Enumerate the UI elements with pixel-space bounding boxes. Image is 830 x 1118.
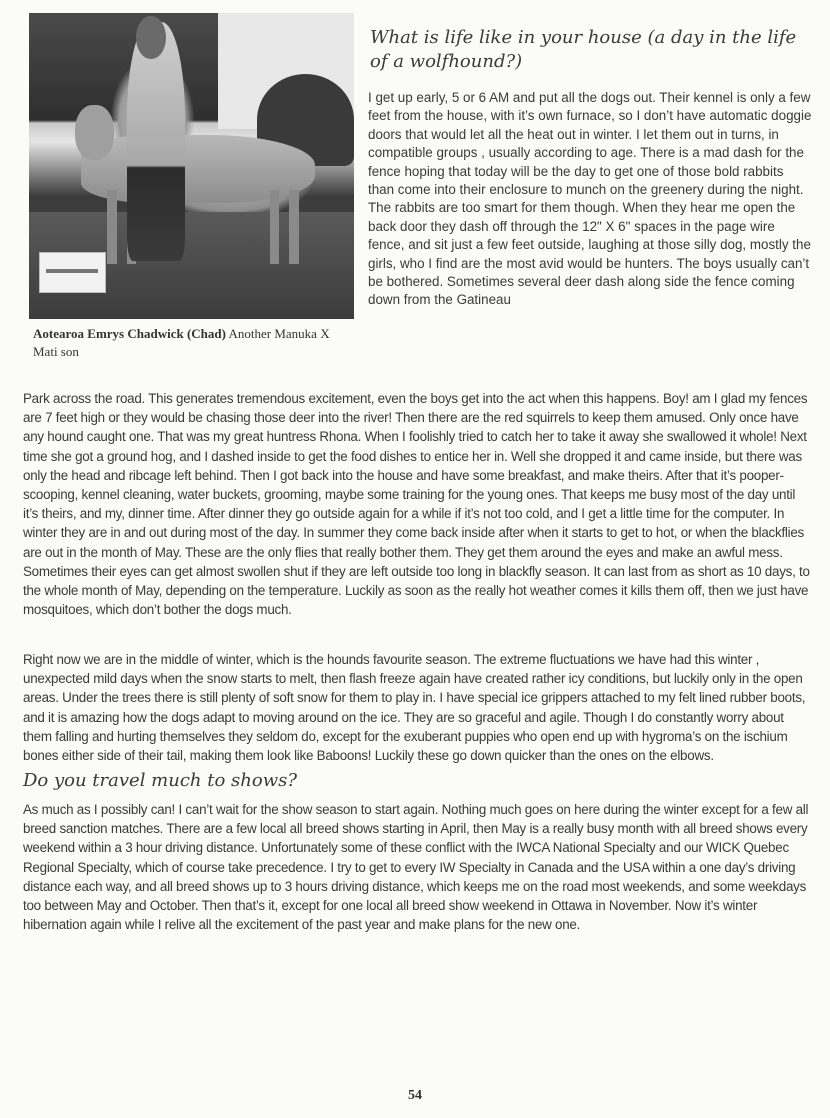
photo-dog-leg	[289, 190, 299, 263]
paragraph-shows: As much as I possibly can! I can’t wait for the show season to start again. Nothing much goes on here during the winter except for a few all breed sanction matches. There are a few local all breed shows starting in April, then May is a really busy month with all breed shows every weekend within a 3 hour driving distance. Unfortunately some of these conflict with the IWCA National Specialty and our WICK Quebec Regional Specialty, which of course take precedence. I try to get to every IW Specialty in Canada and the USA within a one day’s driving distance each way, and all breed shows up to 3 hours driving distance, which keeps me on the road most weekends, and some weekdays too between May and October. Then that’s it, except for one local all breed show weekend in Ottawa in November. Now it’s winter hibernation again while I relive all the excitement of the past year and make plans for the new one.	[23, 802, 809, 933]
photo-caption	[33, 325, 353, 361]
paragraph-daily-routine: Park across the road. This generates tremendous excitement, even the boys get into the act when this happens. Boy! am I glad my fences are 7 feet high or they would be chasing those deer into the river! Then there are the red squirrels to keep them amused. Only once have any hound caught one. That was my great huntress Rhona. When I foolishly tried to catch her to take it away she swallowed it whole! Next time she got a ground hog, and I dashed inside to get the food dishes to entice her in. Well she dropped it and came inside, but there was only the head and ribcage left behind. Then I got back into the house and have some breakfast, and make theirs. After that it’s pooper-scooping, kennel cleaning, water buckets, grooming, maybe some training for the young ones. That keeps me busy most of the day until it’s theirs, and my, dinner time. After dinner they go outside again for a while if it’s not too cold, and I get a little time for the computer. In winter they are in and out during most of the day. In summer they come back inside after when it starts to get to hot, or when the blackflies are out in the month of May. These are the only flies that really bother them. They get them around the eyes and make an awful mess. Sometimes their eyes can get almost swollen shut if they are left outside too long in blackfly season. It can last from as short as 10 days, to the whole month of May, depending on the temperature. Luckily as soon as the really hot weather comes it kills them off, then we just have mosquitoes, which don’t bother the dogs much.	[23, 391, 810, 618]
caption-text: Another Manuka X Mati son	[33, 326, 330, 359]
heading-life-in-house: What is life like in your house (a day in the life of a wolfhound?)	[370, 27, 797, 72]
heading-travel-shows: Do you travel much to shows?	[23, 770, 297, 791]
photo-dog-leg	[107, 190, 117, 263]
page-number: 54	[408, 1088, 422, 1103]
photo-dog-leg	[270, 190, 280, 263]
photo-dog-head	[75, 105, 114, 160]
caption-dog-name: Aotearoa Emrys Chadwick (Chad)	[33, 326, 226, 341]
paragraph-winter: Right now we are in the middle of winter, which is the hounds favourite season. The extreme fluctuations we have had this winter , unexpected mild days when the snow starts to melt, then flash freeze again have created rather icy conditions, but luckily only in the open areas. Under the trees there is still plenty of soft snow for them to play in. I have special ice grippers attached to my felt lined rubber boots, and it is amazing how the dogs adapt to moving around on the ice. They are so graceful and agile. Though I do constantly worry about them falling and hurting themselves they seldom do, except for the exuberant puppies who open end up with hygroma’s on the ischium bones either side of their tail, making them look like Baboons! Luckily these go down quicker than the ones on the elbows.	[23, 652, 806, 764]
paragraph-morning: I get up early, 5 or 6 AM and put all the dogs out. Their kennel is only a few feet from the house, with it’s own furnace, so I don’t have automatic doggie doors that would let all the heat out in winter. I let them out in turns, in compatible groups , usually according to age. There is a mad dash for the fence hoping that today will be the day to get one of those bold rabbits than come into their enclosure to munch on the greenery during the night. The rabbits are too smart for them though. When they hear me open the back door they dash off through the 12" X 6" spaces in the page wire fence, and sit just a few feet outside, laughing at those silly dog, mostly the girls, who I find are the most avid would be hunters. The boys usually can’t be bothered. Sometimes several deer dash along side the fence coming down from the Gatineau	[368, 90, 812, 308]
wolfhound-photo	[29, 13, 354, 319]
photo-award-card	[39, 252, 106, 294]
photo-person-head	[136, 16, 165, 59]
